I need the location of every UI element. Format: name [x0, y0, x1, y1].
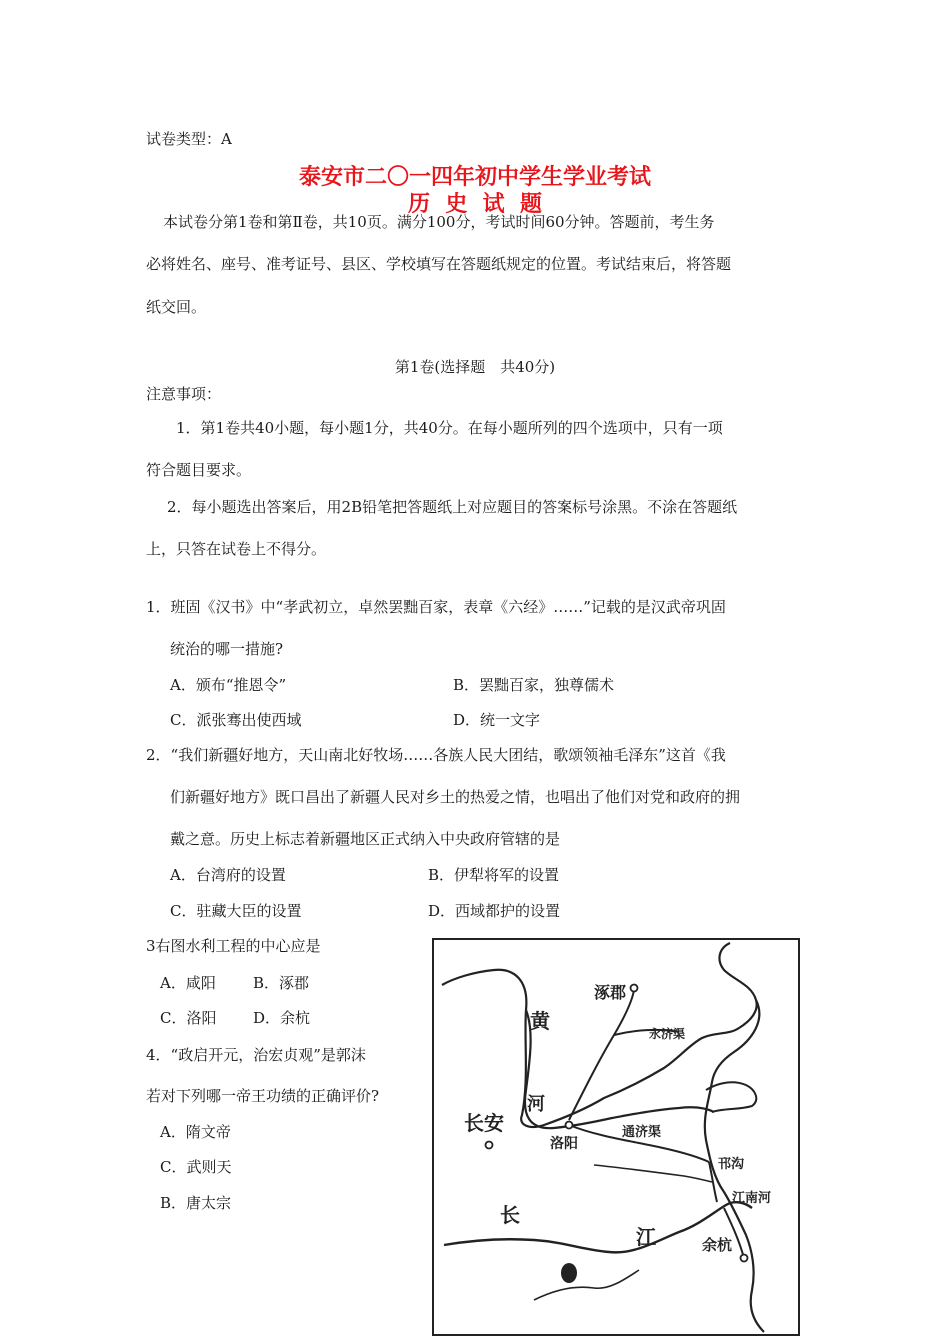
exam-title: 泰安市二〇一四年初中学生学业考试	[298, 164, 651, 190]
lake	[561, 1263, 577, 1283]
q2-stem-line-2: 们新疆好地方》既口昌出了新疆人民对乡土的热爱之情，也唱出了他们对党和政府的拥	[170, 788, 741, 806]
label-yuhang: 余杭	[702, 1236, 733, 1254]
note-1-line-1: 1．第1卷共40小题，每小题1分，共40分。在每小题所列的四个选项中，只有一项	[176, 419, 723, 437]
q1-stem-line-2: 统治的哪一措施?	[170, 640, 284, 658]
label-jiangnanhe: 江南河	[732, 1191, 772, 1206]
note-2-line-2: 上，只答在试卷上不得分。	[146, 540, 327, 558]
q2-option-b: B．伊犁将军的设置	[428, 866, 560, 884]
label-he: 河	[527, 1094, 545, 1115]
label-hangou: 邗沟	[718, 1157, 745, 1172]
luoyang-marker	[566, 1122, 573, 1129]
q4-option-a: A．隋文帝	[160, 1123, 231, 1141]
huai-river	[594, 1165, 712, 1182]
note-1-line-2: 符合题目要求。	[146, 461, 252, 479]
q2-option-a: A．台湾府的设置	[170, 866, 286, 884]
changan-marker	[486, 1142, 493, 1149]
q1-option-d: D．统一文字	[453, 711, 541, 729]
q1-option-c: C．派张骞出使西域	[170, 711, 302, 729]
intro-line-3: 纸交回。	[146, 298, 207, 316]
q3-option-d: D．余杭	[253, 1009, 311, 1027]
yellow-river	[525, 1010, 714, 1128]
label-changan: 长安	[464, 1111, 504, 1135]
intro-line-1: 本试卷分第1卷和第Ⅱ卷，共10页。满分100分，考试时间60分钟。答题前，考生务	[163, 213, 715, 231]
yuhang-marker	[741, 1255, 748, 1262]
label-luoyang: 洛阳	[550, 1136, 578, 1152]
q2-stem-line-3: 戴之意。历史上标志着新疆地区正式纳入中央政府管辖的是	[170, 830, 561, 848]
q4-option-c: C．武则天	[160, 1158, 232, 1176]
label-jiang: 江	[636, 1225, 656, 1249]
yongji-canal	[569, 990, 679, 1120]
q4-stem-line-2: 若对下列哪一帝王功绩的正确评价?	[146, 1087, 380, 1105]
zhuojun-marker	[631, 985, 638, 992]
label-chang: 长	[500, 1203, 520, 1227]
note-2-line-1: 2．每小题选出答案后，用2B铅笔把答题纸上对应题目的答案标号涂黑。不涂在答题纸	[167, 498, 738, 516]
q3-option-b: B．涿郡	[253, 974, 310, 992]
q3-option-a: A．咸阳	[160, 974, 216, 992]
q3-stem: 3右图水利工程的中心应是	[146, 937, 321, 955]
q4-option-b: B．唐太宗	[160, 1194, 232, 1212]
q4-stem-line-1: 4．“政启开元，治宏贞观”是郭沫	[146, 1046, 366, 1064]
q2-option-c: C．驻藏大臣的设置	[170, 902, 302, 920]
q1-option-b: B．罢黜百家，独尊儒术	[453, 676, 615, 694]
notes-heading: 注意事项：	[146, 385, 222, 403]
label-zhuojun: 涿郡	[594, 983, 627, 1002]
q3-option-c: C．洛阳	[160, 1009, 217, 1027]
canal-map	[432, 938, 800, 1336]
label-tongjiqu: 通济渠	[622, 1125, 662, 1140]
canal-map-svg	[434, 940, 798, 1334]
peninsula	[706, 1082, 756, 1112]
q2-stem-line-1: 2．“我们新疆好地方，天山南北好牧场……各族人民大团结，歌颂领袖毛泽东”这首《我	[146, 746, 726, 764]
southern-river	[534, 1270, 639, 1300]
label-yongjiqu: 永济渠	[649, 1027, 686, 1041]
subject-title: 历 史 试 题	[408, 191, 542, 217]
q1-stem-line-1: 1．班固《汉书》中“孝武初立，卓然罢黜百家，表章《六经》……”记载的是汉武帝巩固	[146, 598, 726, 616]
paper-type: 试卷类型：A	[146, 130, 232, 148]
intro-line-2: 必将姓名、座号、准考证号、县区、学校填写在答题纸规定的位置。考试结束后，将答题	[146, 255, 732, 273]
q1-option-a: A．颁布“推恩令”	[170, 676, 287, 694]
q2-option-d: D．西域都护的设置	[428, 902, 561, 920]
section-heading: 第1卷(选择题 共40分)	[394, 358, 556, 376]
label-huang: 黄	[530, 1009, 550, 1033]
